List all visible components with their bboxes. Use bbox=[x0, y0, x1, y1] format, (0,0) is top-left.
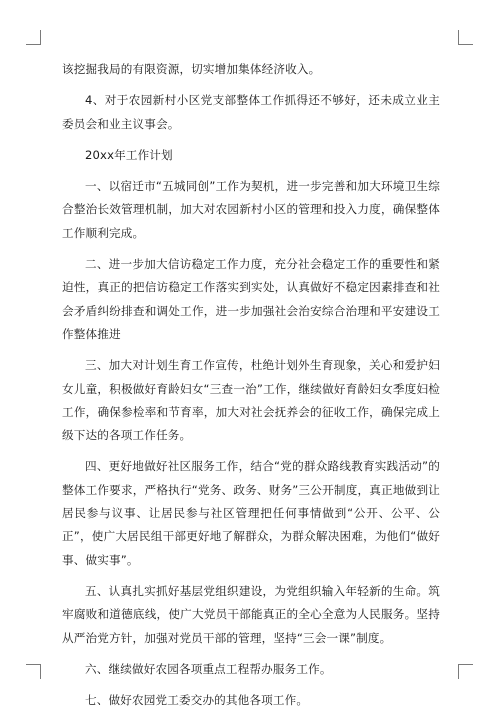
section-heading: 20xx年工作计划 bbox=[85, 147, 173, 162]
paragraph-plan-5: 五、认真扎实抓好基层党组织建设，为党组织输入年轻新的生命。筑牢腐败和道德底线，使广大党员干部能真正的全心全意为人民服务。坚持从严治党方针，加强对党员干部的管理，坚持“三会一课”制度。 bbox=[62, 583, 440, 645]
paragraph-plan-2: 二、进一步加大信访稳定工作力度，充分社会稳定工作的重要性和紧迫性，真正的把信访稳定工作落实到实处，认真做好不稳定因素排查和社会矛盾纠纷排查和调处工作，进一步加强社会治安综合治理和平安建设工作整体推进 bbox=[62, 257, 440, 341]
document-body bbox=[62, 58, 440, 712]
crop-mark-top-left bbox=[26, 30, 41, 45]
crop-mark-bottom-right bbox=[458, 664, 473, 679]
crop-mark-top-right bbox=[458, 30, 473, 45]
crop-mark-bottom-left bbox=[26, 664, 41, 679]
paragraph-plan-6: 六、继续做好农园各项重点工程帮办服务工作。 bbox=[85, 661, 332, 676]
paragraph-plan-1: 一、以宿迁市“五城同创”工作为契机，进一步完善和加大环境卫生综合整治长效管理机制，加大对农园新村小区的管理和投入力度，确保整体工作顺利完成。 bbox=[62, 179, 440, 240]
paragraph-continuation: 该挖掘我局的有限资源，切实增加集体经济收入。 bbox=[62, 62, 321, 76]
paragraph-plan-4: 四、更好地做好社区服务工作，结合“党的群众路线教育实践活动”的整体工作要求，严格执行“党务、政务、财务”三公开制度，真正地做到让居民参与议事、让居民参与社区管理把任何事情做到“公开、公平、公正”，使广大居民组干部更好地了解群众，为群众解决困难，为他们“做好事、做实事”。 bbox=[62, 459, 440, 567]
paragraph-plan-7: 七、做好农园党工委交办的其他各项工作。 bbox=[85, 693, 309, 708]
paragraph-item-4: 4、对于农园新村小区党支部整体工作抓得还不够好，还未成立业主委员会和业主议事会。 bbox=[62, 93, 440, 131]
paragraph-plan-3: 三、加大对计划生育工作宣传，杜绝计划外生育现象，关心和爱护妇女儿童，积极做好育龄妇女“三查一治”工作，继续做好育龄妇女季度妇检工作，确保参检率和节育率，加大对社会抚养会的征收工作，确保完成上级下达的各项工作任务。 bbox=[62, 358, 440, 443]
